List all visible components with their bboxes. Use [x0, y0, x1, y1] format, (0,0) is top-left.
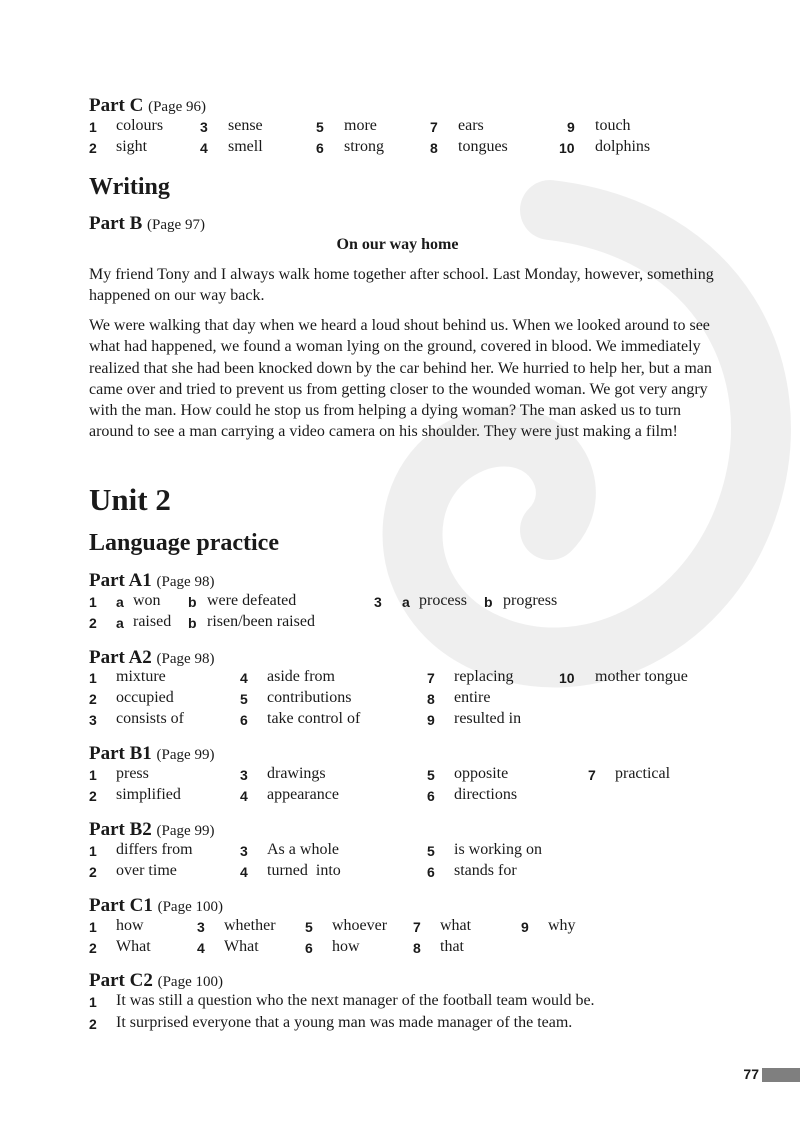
- answer-number: 2: [89, 788, 97, 804]
- option-letter: b: [484, 594, 493, 610]
- answer-text: sense: [228, 117, 263, 134]
- answer-number: 2: [89, 615, 97, 631]
- part-b2-title: Part B2: [89, 819, 152, 840]
- answer-number: 8: [427, 691, 435, 707]
- answer-number: 1: [89, 670, 97, 686]
- answer-text: progress: [503, 592, 558, 609]
- essay-paragraph: We were walking that day when we heard a loud shout behind us. When we looked around to see what had happened, we found a woman lying on the ground, covered in blood. We immediately realized that she had been knocked down by the car behind her. We hurried to help her, but a man came over and tried to prevent us from getting closer to the wounded woman. We got very angry with the man. How could he stop us from helping a dying woman? The man asked us to turn around to see a man carrying a video camera on his shoulder. They were just making a film!: [89, 317, 712, 441]
- part-b2-page: (Page 99): [156, 823, 215, 839]
- answer-number: 6: [427, 788, 435, 804]
- answer-text: strong: [344, 138, 384, 155]
- answer-text: how: [116, 917, 144, 934]
- essay-title: On our way home: [336, 236, 459, 253]
- answer-text: sight: [116, 138, 148, 155]
- unit-heading: Unit 2: [89, 482, 171, 517]
- answer-text: What: [116, 938, 151, 955]
- answer-number: 3: [200, 119, 208, 135]
- answer-text: occupied: [116, 689, 174, 706]
- part-c-title: Part C: [89, 95, 144, 116]
- answer-number: 1: [89, 119, 97, 135]
- writing-heading: Writing: [89, 174, 170, 200]
- answer-text: how: [332, 938, 360, 955]
- answer-sentence: It was still a question who the next manager of the football team would be.: [116, 992, 595, 1009]
- answer-number: 6: [316, 140, 324, 156]
- answer-number: 1: [89, 919, 97, 935]
- answer-text: over time: [116, 862, 177, 879]
- answer-text: colours: [116, 117, 164, 134]
- answer-text: stands for: [454, 862, 517, 879]
- answer-number: 5: [427, 843, 435, 859]
- answer-text: entire: [454, 689, 491, 706]
- answer-number: 3: [89, 712, 97, 728]
- answer-number: 4: [200, 140, 208, 156]
- answer-text: won: [133, 592, 161, 609]
- answer-number: 3: [374, 594, 382, 610]
- part-b1-page: (Page 99): [156, 747, 215, 763]
- answer-number: 1: [89, 994, 97, 1010]
- answer-text: replacing: [454, 668, 514, 685]
- option-letter: a: [116, 594, 124, 610]
- part-c1-heading: [89, 895, 223, 917]
- part-c1-title: Part C1: [89, 895, 153, 916]
- answer-number: 3: [240, 843, 248, 859]
- part-b1-heading: [89, 743, 214, 765]
- answer-number: 4: [197, 940, 205, 956]
- part-a2-page: (Page 98): [156, 651, 215, 667]
- answer-text: drawings: [267, 765, 326, 782]
- part-c1-page: (Page 100): [157, 899, 223, 915]
- part-a2-title: Part A2: [89, 647, 152, 668]
- option-letter: b: [188, 594, 197, 610]
- answer-text: resulted in: [454, 710, 522, 727]
- page-number: 77: [743, 1066, 759, 1082]
- writing-part-b-heading: [89, 213, 205, 235]
- answer-number: 3: [197, 919, 205, 935]
- answer-number: 3: [240, 767, 248, 783]
- answer-text: touch: [595, 117, 631, 134]
- part-b-title: Part B: [89, 213, 143, 234]
- answer-text: is working on: [454, 841, 542, 858]
- answer-text: As a whole: [267, 841, 339, 858]
- language-practice-heading: Language practice: [89, 530, 279, 556]
- answer-text: directions: [454, 786, 518, 803]
- answer-number: 2: [89, 691, 97, 707]
- answer-text: practical: [615, 765, 671, 782]
- answer-number: 10: [559, 140, 575, 156]
- option-letter: a: [116, 615, 124, 631]
- answer-number: 7: [427, 670, 435, 686]
- answer-sentence: It surprised everyone that a young man was made manager of the team.: [116, 1014, 573, 1031]
- answer-text: consists of: [116, 710, 184, 727]
- answer-text: differs from: [116, 841, 193, 858]
- answer-number: 5: [427, 767, 435, 783]
- part-a1-heading: [89, 570, 214, 592]
- answer-text: risen/been raised: [207, 613, 315, 630]
- answer-text: whoever: [332, 917, 388, 934]
- answer-text: why: [548, 917, 576, 934]
- answer-number: 10: [559, 670, 575, 686]
- answer-text: aside from: [267, 668, 335, 685]
- answer-number: 2: [89, 1016, 97, 1032]
- answer-number: 2: [89, 940, 97, 956]
- essay-paragraph: My friend Tony and I always walk home together after school. Last Monday, however, something happened on our way back.: [89, 266, 714, 305]
- answer-number: 6: [240, 712, 248, 728]
- answer-text: simplified: [116, 786, 181, 803]
- part-a1-title: Part A1: [89, 570, 152, 591]
- answer-text: tongues: [458, 138, 508, 155]
- answer-number: 4: [240, 864, 248, 880]
- answer-number: 1: [89, 843, 97, 859]
- answer-number: 6: [305, 940, 313, 956]
- answer-text: that: [440, 938, 464, 955]
- answer-text: take control of: [267, 710, 361, 727]
- part-c2-page: (Page 100): [157, 974, 223, 990]
- answer-number: 1: [89, 594, 97, 610]
- answer-text: mixture: [116, 668, 166, 685]
- answer-number: 7: [413, 919, 421, 935]
- answer-text: whether: [224, 917, 276, 934]
- answer-text: ears: [458, 117, 484, 134]
- answer-number: 5: [240, 691, 248, 707]
- part-c2-heading: [89, 970, 223, 992]
- part-c-heading: [89, 95, 206, 117]
- answer-text: dolphins: [595, 138, 651, 155]
- answer-number: 6: [427, 864, 435, 880]
- answer-text: raised: [133, 613, 172, 630]
- answer-text: What: [224, 938, 259, 955]
- answer-number: 2: [89, 140, 97, 156]
- part-c-page: (Page 96): [148, 99, 206, 115]
- part-c2-title: Part C2: [89, 970, 153, 991]
- part-b-page: (Page 97): [147, 217, 205, 233]
- answer-number: 7: [430, 119, 438, 135]
- answer-number: 2: [89, 864, 97, 880]
- answer-number: 8: [413, 940, 421, 956]
- answer-text: opposite: [454, 765, 509, 782]
- part-b2-heading: [89, 819, 214, 841]
- answer-number: 8: [430, 140, 438, 156]
- answer-text: turned into: [267, 862, 341, 879]
- option-letter: a: [402, 594, 410, 610]
- answer-text: what: [440, 917, 472, 934]
- page-number-bar: [762, 1068, 800, 1082]
- answer-number: 9: [427, 712, 435, 728]
- answer-text: were defeated: [207, 592, 297, 609]
- part-a1-page: (Page 98): [156, 574, 215, 590]
- part-a2-heading: [89, 647, 214, 669]
- answer-number: 4: [240, 788, 248, 804]
- answer-text: press: [116, 765, 149, 782]
- answer-text: contributions: [267, 689, 352, 706]
- option-letter: b: [188, 615, 197, 631]
- answer-number: 5: [316, 119, 324, 135]
- answer-number: 9: [521, 919, 529, 935]
- answer-text: appearance: [267, 786, 339, 803]
- answer-text: more: [344, 117, 377, 134]
- answer-text: smell: [228, 138, 263, 155]
- answer-text: process: [419, 592, 467, 609]
- answer-number: 7: [588, 767, 596, 783]
- answer-number: 5: [305, 919, 313, 935]
- answer-number: 1: [89, 767, 97, 783]
- answer-text: mother tongue: [595, 668, 688, 685]
- answer-number: 9: [567, 119, 575, 135]
- answer-number: 4: [240, 670, 248, 686]
- part-b1-title: Part B1: [89, 743, 152, 764]
